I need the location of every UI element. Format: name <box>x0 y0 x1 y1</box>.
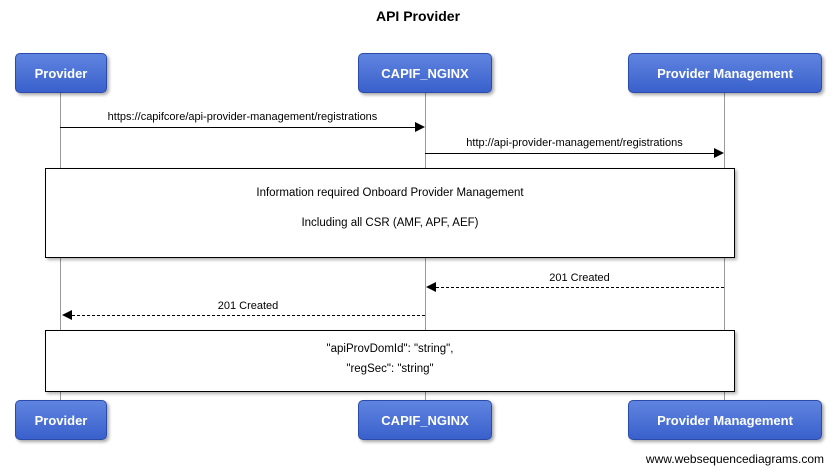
message-label-2: http://api-provider-management/registrations <box>466 137 683 149</box>
actor-capif-nginx-top[interactable]: CAPIF_NGINX <box>358 53 492 93</box>
footer-watermark: www.websequencediagrams.com <box>645 452 824 466</box>
actor-provider-bottom[interactable]: Provider <box>15 400 107 440</box>
note-onboard-line-2: Including all CSR (AMF, APF, AEF) <box>301 217 479 229</box>
actor-capif-nginx-bottom[interactable]: CAPIF_NGINX <box>358 400 492 440</box>
message-line-4 <box>72 315 425 316</box>
note-response-line-2: "regSec": "string" <box>346 363 434 375</box>
message-label-3: 201 Created <box>549 272 610 284</box>
message-arrowhead-2 <box>714 148 724 158</box>
actor-provider-management-bottom[interactable]: Provider Management <box>628 400 822 440</box>
note-onboard <box>45 168 735 258</box>
note-fold-icon <box>724 169 734 179</box>
message-line-1 <box>60 127 415 128</box>
message-arrowhead-1 <box>415 122 425 132</box>
note-response <box>45 330 735 392</box>
message-arrowhead-4 <box>62 310 72 320</box>
note-response-line-1: "apiProvDomId": "string", <box>326 343 454 355</box>
note-onboard-line-1: Information required Onboard Provider Management <box>256 187 524 199</box>
diagram-title: API Provider <box>375 8 461 24</box>
message-arrowhead-3 <box>426 282 436 292</box>
note-fold-icon-2 <box>724 331 734 341</box>
actor-provider-top[interactable]: Provider <box>15 53 107 93</box>
message-line-3 <box>436 287 724 288</box>
message-line-2 <box>425 153 714 154</box>
actor-provider-management-top[interactable]: Provider Management <box>628 53 822 93</box>
message-label-4: 201 Created <box>217 300 279 312</box>
message-label-1: https://capifcore/api-provider-management/registrations <box>107 111 378 123</box>
